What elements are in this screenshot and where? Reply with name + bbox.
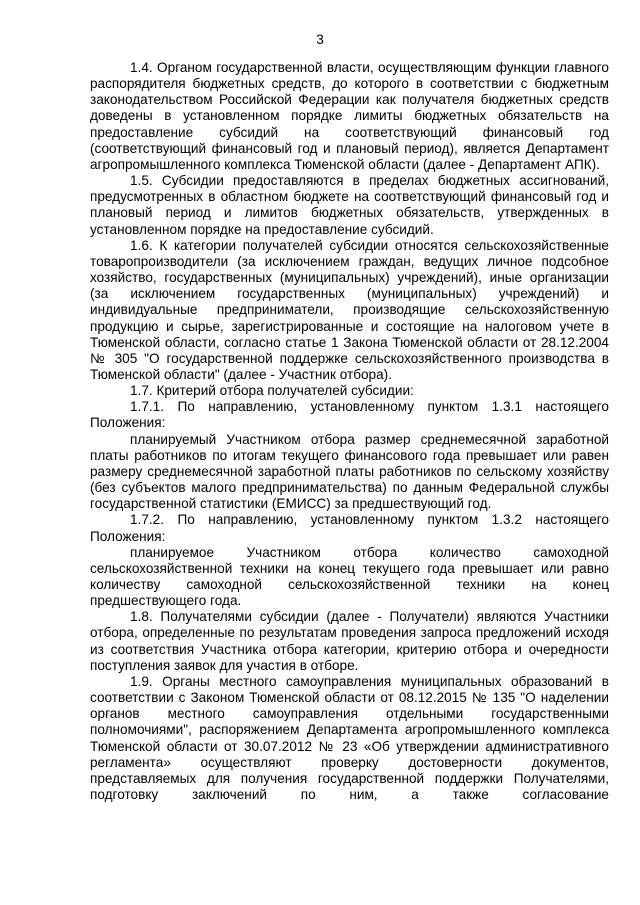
- paragraph-1-4: 1.4. Органом государственной власти, осуществляющим функции главного распорядителя бюджетных средств, до которого в соответствии с бюджетным законодательством Российской Федерации как получателя бюджетных средств доведены в установленном порядке лимиты бюджетных обязательств на предоставление субсидий на соответствующий финансовый год (соответствующий финансовый год и плановый период), является Департамент агропромышленного комплекса Тюменской области (далее - Департамент АПК).: [90, 60, 609, 172]
- paragraph-1-7: 1.7. Критерий отбора получателей субсидии:: [130, 383, 414, 399]
- paragraph-1-8: 1.8. Получателями субсидии (далее - Получатели) являются Участники отбора, определенные по результатам проведения запроса предложений исходя из соответствия Участника отбора категории, критерию отбора и очередности поступления заявок для участия в отборе.: [90, 609, 609, 673]
- document-body: [90, 60, 609, 803]
- paragraph-1-6: 1.6. К категории получателей субсидии относятся сельскохозяйственные товаропроизводители (за исключением граждан, ведущих личное подсобное хозяйство, государственных (муниципальных) учреждений), иные организации (за исключением государственных (муниципальных) учреждений) и индивидуальные предприниматели, производящие сельскохозяйственную продукцию и сырье, зарегистрированные и состоящие на налоговом учете в Тюменской области, согласно статье 1 Закона Тюменской области от 28.12.2004 № 305 "О государственной поддержке сельскохозяйственного производства в Тюменской области" (далее - Участник отбора).: [90, 237, 609, 382]
- paragraph-1-7-1-body: планируемый Участником отбора размер среднемесячной заработной платы работников по итогам текущего финансового года превышает или равен размеру среднемесячной заработной платы работников по сельскому хозяйству (без субъектов малого предпринимательства) по данным Федеральной службы государственной статистики (ЕМИСС) за предшествующий год.: [90, 431, 609, 512]
- paragraph-1-7-1: 1.7.1. По направлению, установленному пунктом 1.3.1 настоящего Положения:: [90, 399, 609, 431]
- paragraph-1-7-2-body: планируемое Участником отбора количество самоходной сельскохозяйственной техники на конец текущего года превышает или равно количеству самоходной сельскохозяйственной техники на конец предшествующего года.: [90, 544, 609, 609]
- paragraph-1-7-2: 1.7.2. По направлению, установленному пунктом 1.3.2 настоящего Положения:: [90, 512, 609, 544]
- page-number: 3: [316, 32, 324, 47]
- paragraph-1-5: 1.5. Субсидии предоставляются в пределах бюджетных ассигнований, предусмотренных в областном бюджете на соответствующий финансовый год и плановый период и лимитов бюджетных обязательств, утвержденных в установленном порядке на предоставление субсидий.: [90, 173, 609, 237]
- paragraph-1-9: 1.9. Органы местного самоуправления муниципальных образований в соответствии с Законом Тюменской области от 08.12.2015 № 135 "О наделении органов местного самоуправления отдельными государственными полномочиями", распоряжением Департамента агропромышленного комплекса Тюменской области от 30.07.2012 № 23 «Об утверждении административного регламента» осуществляют проверку достоверности документов, представляемых для получения государственной поддержки Получателями, подготовку заключений по ним, а также согласование: [90, 673, 609, 803]
